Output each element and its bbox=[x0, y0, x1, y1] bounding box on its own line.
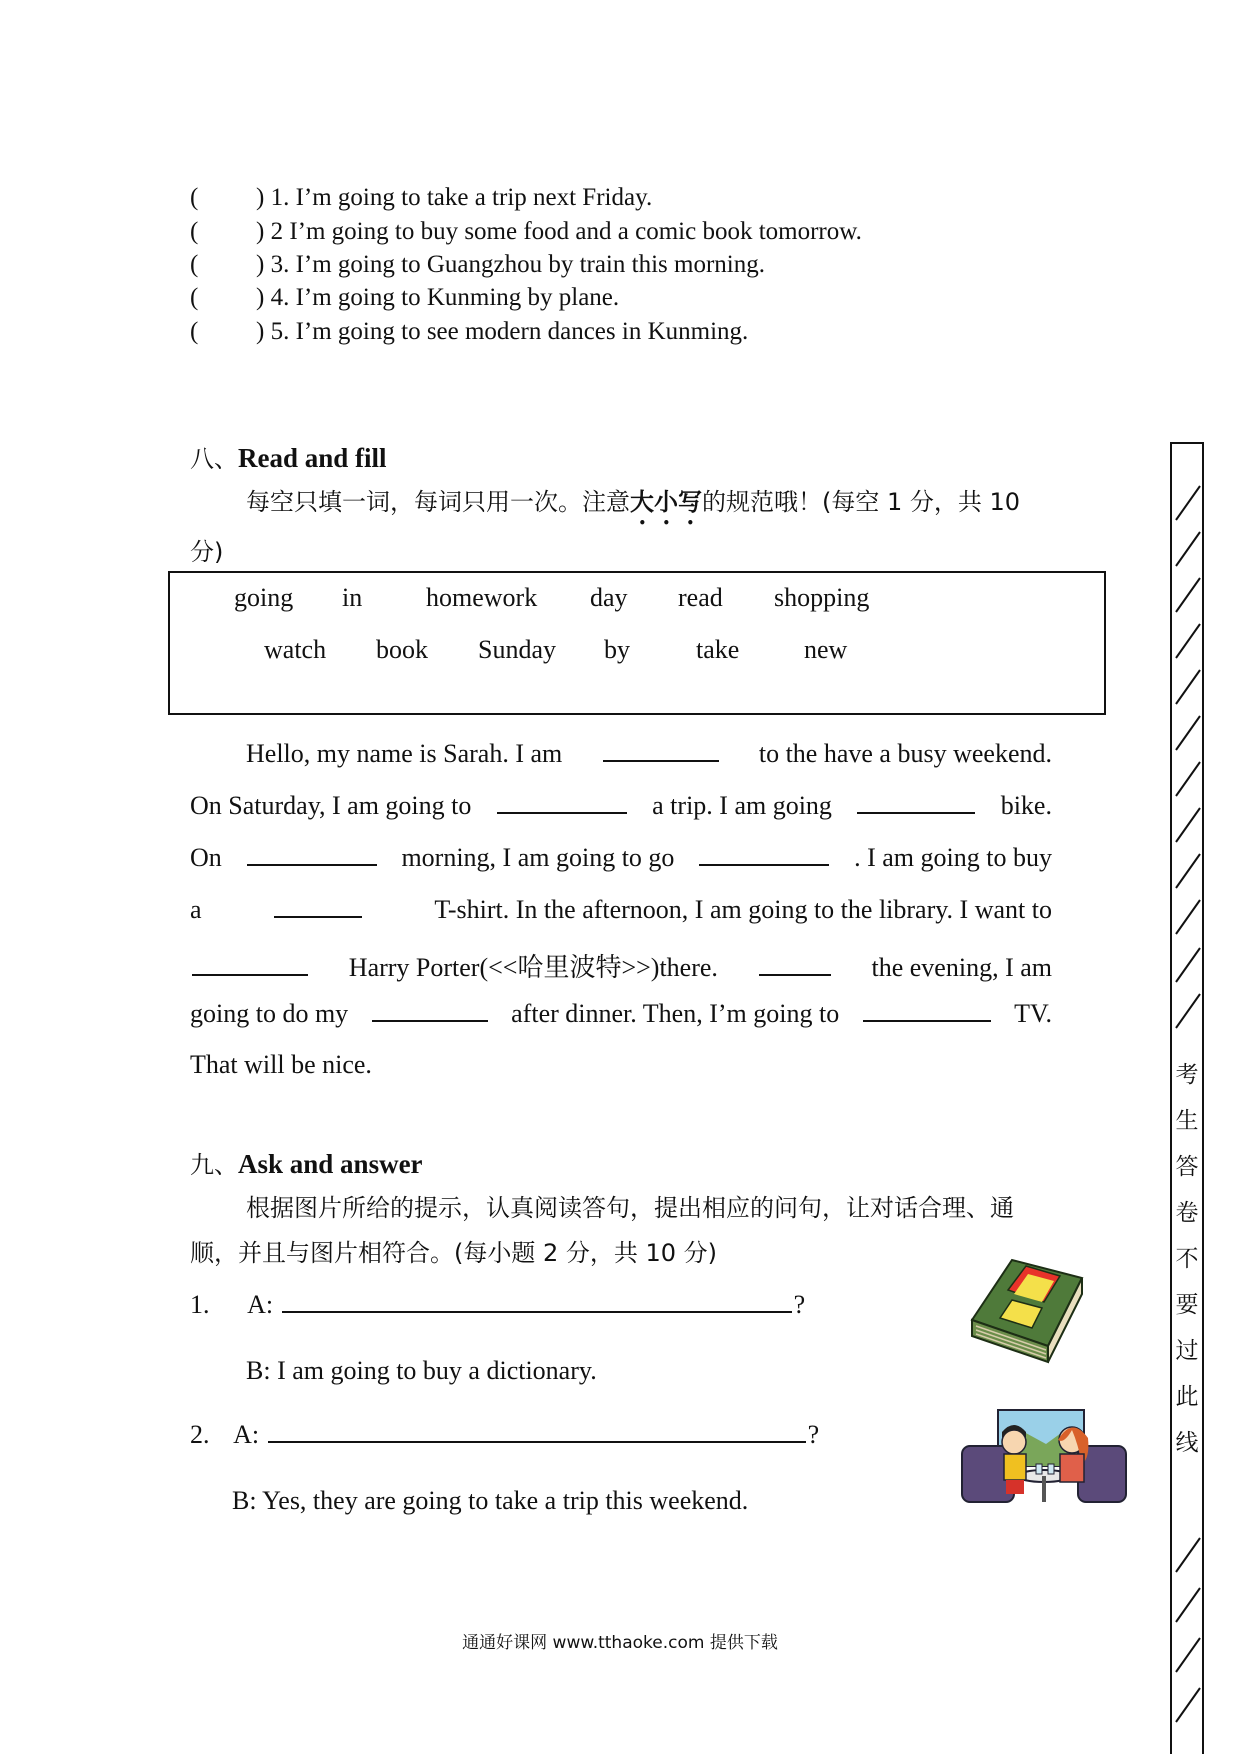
slash-mark bbox=[1174, 850, 1202, 890]
slash-mark bbox=[1174, 896, 1202, 936]
answer-paren[interactable]: ( bbox=[190, 284, 199, 311]
matching-item: ( ) 4. I’m going to Kunming by plane. bbox=[190, 284, 620, 311]
section-9-instruction: 根据图片所给的提示，认真阅读答句，提出相应的问句，让对话合理、通顺，并且与图片相符合。(每小题 2 分，共 10 分) bbox=[190, 1194, 1014, 1267]
slash-mark bbox=[1174, 528, 1202, 568]
word-bank-item: book bbox=[376, 635, 428, 664]
word-bank-item: Sunday bbox=[478, 635, 556, 664]
matching-text: 4. I’m going to Kunming by plane. bbox=[270, 284, 620, 311]
slash-mark bbox=[1174, 620, 1202, 660]
slash-mark bbox=[1174, 990, 1202, 1030]
question-1-blank[interactable] bbox=[282, 1310, 792, 1313]
passage-line: Hello, my name is Sarah. I am to the have a busy weekend. bbox=[246, 739, 1052, 768]
binding-char: 线 bbox=[1175, 1430, 1199, 1456]
slash-mark bbox=[1174, 804, 1202, 844]
matching-item: ( ) 5. I’m going to see modern dances in Kunming. bbox=[190, 318, 749, 345]
binding-char: 此 bbox=[1175, 1384, 1199, 1410]
footer-credit: 通通好课网 www.tthaoke.com 提供下载 bbox=[462, 1633, 778, 1653]
slash-mark bbox=[1174, 758, 1202, 798]
binding-char: 生 bbox=[1175, 1108, 1199, 1134]
question-1-row: 1. A: ? bbox=[190, 1290, 806, 1319]
answer-1: B: I am going to buy a dictionary. bbox=[246, 1356, 597, 1385]
answer-paren[interactable]: ( bbox=[190, 218, 199, 245]
answer-paren[interactable]: ( bbox=[190, 251, 199, 278]
travelers-illustration bbox=[960, 1404, 1128, 1508]
binding-char: 卷 bbox=[1175, 1200, 1199, 1226]
binding-margin bbox=[1170, 442, 1204, 1754]
word-bank-item: take bbox=[696, 635, 740, 664]
slash-mark bbox=[1174, 666, 1202, 706]
fill-blank[interactable] bbox=[497, 811, 627, 814]
fill-blank[interactable] bbox=[603, 759, 719, 762]
word-bank-item: new bbox=[804, 635, 848, 664]
passage-line: On Saturday, I am going to a trip. I am going bike. bbox=[190, 791, 1052, 820]
answer-paren[interactable]: ( bbox=[190, 318, 199, 345]
binding-char: 要 bbox=[1175, 1292, 1199, 1318]
slash-mark bbox=[1174, 482, 1202, 522]
question-2-blank[interactable] bbox=[268, 1440, 806, 1443]
passage-line: a T-shirt. In the afternoon, I am going to the library. I want to bbox=[190, 895, 1052, 924]
answer-2: B: Yes, they are going to take a trip this weekend. bbox=[232, 1486, 749, 1515]
fill-blank[interactable] bbox=[372, 1019, 488, 1022]
word-bank-item: going bbox=[234, 583, 294, 612]
passage-line: On morning, I am going to go . I am going to buy bbox=[190, 843, 1052, 872]
binding-char: 考 bbox=[1175, 1062, 1199, 1088]
slash-mark bbox=[1174, 1584, 1202, 1624]
answer-paren[interactable]: ( bbox=[190, 184, 199, 211]
section-8-title: 八、Read and fill bbox=[190, 443, 387, 473]
fill-blank[interactable] bbox=[699, 863, 829, 866]
section-9-title: 九、Ask and answer bbox=[190, 1149, 423, 1179]
matching-item: ( ) 1. I’m going to take a trip next Friday. bbox=[190, 184, 653, 211]
word-bank-item: watch bbox=[264, 635, 327, 664]
fill-blank[interactable] bbox=[274, 915, 362, 918]
matching-text: 5. I’m going to see modern dances in Kunming. bbox=[270, 318, 749, 345]
passage-line: Harry Porter(<<哈里波特>>)there. the evening, I am bbox=[190, 947, 1052, 984]
word-bank-item: in bbox=[342, 583, 363, 612]
dictionary-illustration bbox=[962, 1250, 1086, 1368]
word-bank-item: shopping bbox=[774, 583, 870, 612]
slash-mark bbox=[1174, 1684, 1202, 1724]
word-bank-item: day bbox=[590, 583, 628, 612]
fill-blank[interactable] bbox=[247, 863, 377, 866]
fill-blank[interactable] bbox=[863, 1019, 991, 1022]
binding-char: 不 bbox=[1175, 1246, 1199, 1272]
passage-line: going to do my after dinner. Then, I’m going to TV. bbox=[190, 999, 1052, 1028]
matching-item: ( ) 2 I’m going to buy some food and a comic book tomorrow. bbox=[190, 218, 862, 245]
section-8-instruction: 每空只填一词，每词只用一次。注意大小写的规范哦！(每空 1 分，共 10 分) bbox=[190, 488, 1021, 566]
question-2-row: 2. A: ? bbox=[190, 1420, 820, 1449]
fill-blank[interactable] bbox=[759, 973, 831, 976]
slash-mark bbox=[1174, 944, 1202, 984]
matching-text: 1. I’m going to take a trip next Friday. bbox=[270, 184, 653, 211]
word-bank-item: read bbox=[678, 583, 723, 612]
fill-blank[interactable] bbox=[857, 811, 975, 814]
word-bank-box bbox=[168, 571, 1106, 715]
slash-mark bbox=[1174, 574, 1202, 614]
matching-text: 3. I’m going to Guangzhou by train this morning. bbox=[270, 251, 765, 278]
matching-item: ( ) 3. I’m going to Guangzhou by train this morning. bbox=[190, 251, 765, 278]
word-bank-item: homework bbox=[426, 583, 538, 612]
slash-mark bbox=[1174, 712, 1202, 752]
slash-mark bbox=[1174, 1534, 1202, 1574]
binding-char: 过 bbox=[1175, 1338, 1199, 1364]
passage-line: That will be nice. bbox=[190, 1050, 372, 1079]
binding-char: 答 bbox=[1175, 1154, 1199, 1180]
matching-text: 2 I’m going to buy some food and a comic book tomorrow. bbox=[270, 218, 862, 245]
fill-blank[interactable] bbox=[192, 973, 308, 976]
word-bank-item: by bbox=[604, 635, 630, 664]
